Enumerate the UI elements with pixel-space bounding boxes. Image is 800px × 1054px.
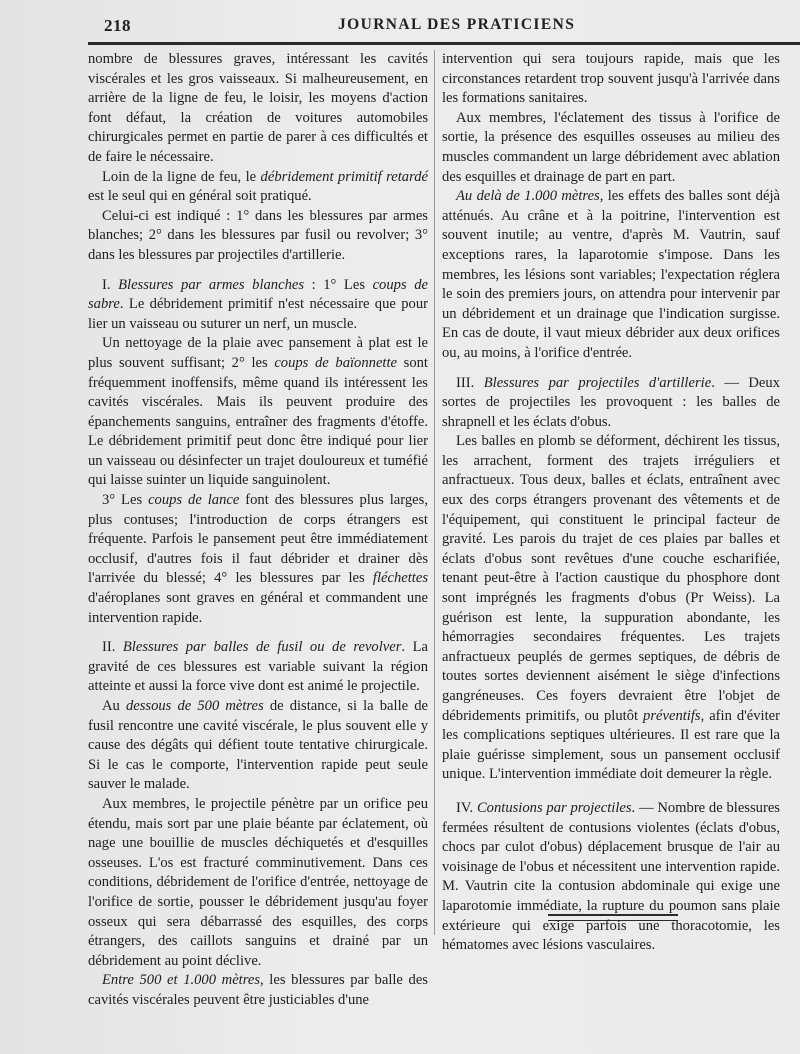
section-projectiles-artillerie: III. Blessures par projectiles d'artillerie. — Deux sortes de projectiles les provoquent : les balles de shrapnell et les éclats d'obus. <box>442 374 780 430</box>
section-balles-fusil: II. Blessures par balles de fusil ou de revolver. La gravité de ces blessures est variable suivant la région atteinte et aussi la force vive dont est animé le projectile. <box>88 639 428 695</box>
section-title: Contusions par projectiles <box>476 799 632 816</box>
page-header <box>88 14 788 40</box>
paragraph: 3° Les coups de lance font des blessures plus larges, plus contuses; l'introduction de corps étrangers est fréquente. Parfois le pansement peut être immédiatement occlusif, d'autres fois il faut débrider et drainer dès l'arrivée du blessé; 4° les blessures par les fléchettes d'aéroplanes sont graves en général et commandent une intervention rapide. <box>88 492 428 626</box>
column-separator <box>434 50 435 935</box>
paragraph: Un nettoyage de la plaie avec pansement à plat est le plus souvent suffisant; 2° les coups de baïonnette sont fréquemment inoffensifs, même quand ils intéressent les cavités viscérales. Mais ils peuvent produire des épanchements sanguins, entraîner des fragments d'étoffe. Le débridement primitif peut donc être indiqué pour lier un vaisseau ou désinfecter un trajet douloureux et tuméfié qui laisse suinter un liquide sanguinolent. <box>88 335 428 489</box>
running-title: JOURNAL DES PRATICIENS <box>338 16 576 33</box>
section-armes-blanches: I. Blessures par armes blanches : 1° Les coups de sabre. Le débridement primitif n'est nécessaire que pour lier un vaisseau ou suturer un nerf, un muscle. <box>88 276 428 332</box>
section-title: Blessures par balles de fusil ou de revolver <box>122 639 402 656</box>
paragraph: Celui-ci est indiqué : 1° dans les blessures par armes blanches; 2° dans les blessures par fusil ou revolver; 3° dans les blessures par projectiles d'artillerie. <box>88 207 428 263</box>
header-rule <box>88 42 800 45</box>
end-of-article-rule <box>548 914 678 921</box>
page-number: 218 <box>104 16 131 35</box>
section-title: Blessures par projectiles d'artillerie <box>483 374 712 391</box>
left-column <box>88 50 428 1011</box>
paragraph: nombre de blessures graves, intéressant les cavités viscérales et les gros vaisseaux. Si malheureusement, en arrière de la ligne de feu, le loisir, les moyens d'action font défaut, la création de voitures automobiles chirurgicales permet en partie de parer à ces difficultés et de faire le nécessaire. <box>88 51 428 165</box>
paragraph: Entre 500 et 1.000 mètres, les blessures par balle des cavités viscérales peuvent être justiciables d'une <box>88 972 428 1008</box>
paragraph: Au dessous de 500 mètres de distance, si la balle de fusil rencontre une cavité viscérale, le plus souvent elle y cause des dégâts qui défient toute tentative chirurgicale. Si le cas le comporte, l'intervention rapide peut seule sauver le malade. <box>88 698 428 793</box>
paragraph: Aux membres, le projectile pénètre par un orifice peu étendu, mais sort par une plaie béante par éclatement, où nage une bouillie de muscles déchiquetés et d'esquilles osseuses. L'os est fracturé comminutivement. Dans ces conditions, débridement de l'orifice d'entrée, nettoyage de l'orifice de sortie, pousser le débridement jusqu'au foyer osseux qui sera débarrassé des esquilles, des corps étrangers, des caillots sanguins et drainé par un débridement au point déclive. <box>88 795 428 969</box>
section-contusions: IV. Contusions par projectiles. — Nombre de blessures fermées résultent de contusions violentes (éclats d'obus, chocs par culot d'obus) déplacement brusque de l'air au voisinage de l'obus et nécessitent une intervention rapide. M. Vautrin cite la contusion abdominale qui exige une laparotomie immédiate, la rupture du poumon sans plaie extérieure qui exige parfois une thoracotomie, les hématomes avec lésions vasculaires. <box>442 799 780 954</box>
section-title: Blessures par armes blanches <box>118 276 305 293</box>
paragraph: Loin de la ligne de feu, le débridement primitif retardé est le seul qui en général soit pratiqué. <box>88 168 428 205</box>
paragraph: intervention qui sera toujours rapide, mais que les circonstances retardent trop souvent jusqu'à l'arrivée dans les formations sanitaires. <box>442 51 780 107</box>
paragraph: Au delà de 1.000 mètres, les effets des balles sont déjà atténués. Au crâne et à la poitrine, l'intervention est souvent inutile; au ventre, d'après M. Vautrin, sauf exceptions rares, la laparotomie s'impose. Dans les membres, les lésions sont variables; l'expectation réglera le soin des premiers jours, on attendra pour intervenir par un débridement et un drainage que l'indication surgisse. En cas de doute, il vaut mieux débrider aux deux orifices ou, au moins, à l'orifice d'entrée. <box>442 188 780 361</box>
paragraph: Les balles en plomb se déforment, déchirent les tissus, les arrachent, forment des trajets irréguliers et anfractueux. Tous deux, balles et éclats, entraînent avec eux des corps étrangers provenant des vêtements et de l'équipement, qui constituent le principal facteur de gravité. Les parois du trajet de ces plaies par balles et éclats d'obus sont revêtues d'une couche escharifiée, tenant peut-être à l'action caustique du phosphore dont sont imprégnés les fragments d'obus (Pr Weiss). La guérison est lente, la suppuration abondante, les hémorragies secondaires fréquentes. Les trajets anfractueux peuplés de germes septiques, de débris de toutes sortes deviennent aisément le siège d'infections gangréneuses. Ces foyers devraient être l'objet de débridements primitifs, ou plutôt préventifs, afin d'éviter les complications septiques ultérieures. Il est rare que la plaie guérisse simplement, sous un pansement occlusif unique. L'intervention immédiate doit demeurer la règle. <box>442 433 780 783</box>
paragraph: Aux membres, l'éclatement des tissus à l'orifice de sortie, la présence des esquilles osseuses au milieu des muscles commandent un large débridement avec ablation des esquilles et drainage de part en part. <box>442 109 780 185</box>
right-column <box>442 50 780 956</box>
